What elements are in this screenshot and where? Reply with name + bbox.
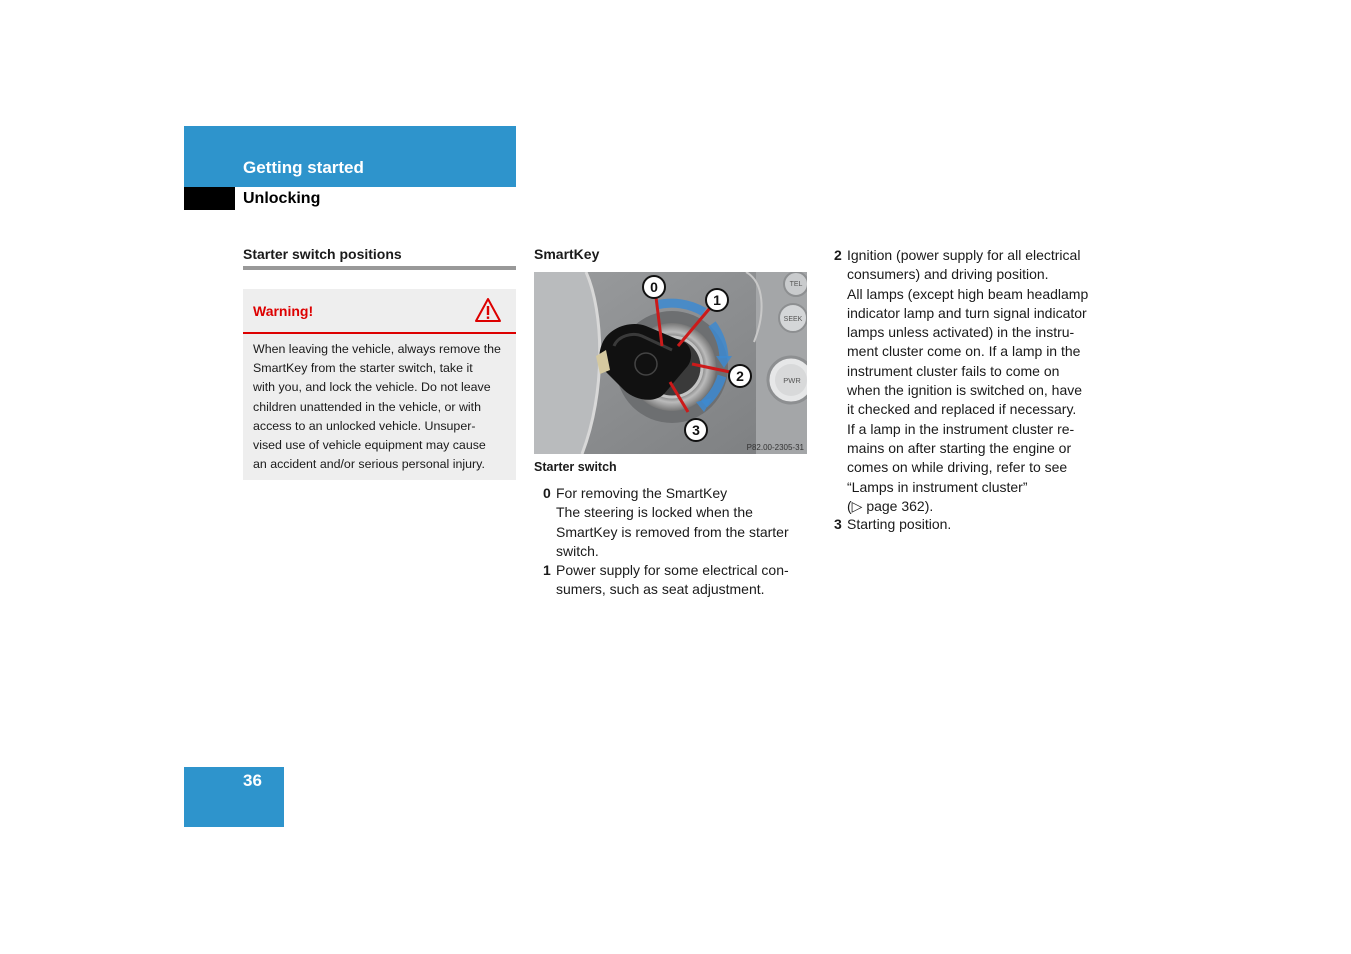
section-title: Getting started — [243, 158, 364, 177]
item-line: when the ignition is switched on, have — [847, 382, 1083, 399]
callout-0 — [643, 276, 665, 298]
starter-switch-figure — [534, 272, 807, 454]
subsection-title: Unlocking — [243, 190, 321, 207]
smartkey-heading: SmartKey — [534, 246, 600, 262]
warning-triangle-icon — [474, 297, 502, 323]
list-item-1 — [543, 561, 789, 600]
item-line: comes on while driving, refer to see — [847, 459, 1068, 476]
item-number: 1 — [543, 562, 551, 578]
item-number: 2 — [834, 247, 842, 263]
warning-rule — [243, 332, 516, 334]
item-line: Ignition (power supply for all electrical — [847, 247, 1081, 263]
callout-0-label: 0 — [650, 279, 658, 295]
item-line: All lamps (except high beam headlamp — [847, 285, 1089, 302]
item-line: lamps unless activated) in the instru- — [847, 324, 1075, 341]
item-line: SmartKey is removed from the starter — [556, 523, 789, 540]
item-line: ment cluster come on. If a lamp in the — [847, 343, 1081, 360]
item-line: If a lamp in the instrument cluster re- — [847, 420, 1075, 437]
pwr-button-label: PWR — [783, 376, 801, 385]
item-line: instrument cluster fails to come on — [847, 362, 1060, 379]
item-line: Starting position. — [847, 516, 952, 532]
item-line: switch. — [556, 542, 599, 559]
section-marker — [184, 187, 235, 210]
callout-2-label: 2 — [736, 368, 744, 384]
callout-1-label: 1 — [713, 292, 721, 308]
warning-line: When leaving the vehicle, always remove the — [253, 342, 501, 356]
item-line: Power supply for some electrical con- — [556, 562, 789, 578]
item-line: The steering is locked when the — [556, 504, 753, 521]
tel-button-label: TEL — [789, 281, 803, 288]
warning-line: vised use of vehicle equipment may cause — [253, 438, 486, 453]
item-line: For removing the SmartKey — [556, 485, 728, 501]
warning-line: with you, and lock the vehicle. Do not leave — [253, 380, 491, 395]
page-reference-link[interactable]: (▷ page 362). — [847, 497, 934, 514]
page-number: 36 — [243, 771, 262, 790]
callout-3-label: 3 — [692, 422, 700, 438]
warning-line: an accident and/or serious personal injury. — [253, 457, 485, 472]
callout-1 — [706, 289, 728, 311]
starter-switch-heading: Starter switch positions — [243, 246, 402, 262]
heading-rule — [243, 266, 516, 270]
list-item-0 — [543, 484, 789, 561]
item-line: indicator lamp and turn signal indicator — [847, 304, 1087, 321]
item-line: sumers, such as seat adjustment. — [556, 581, 765, 598]
list-item-3 — [834, 515, 951, 534]
item-line: mains on after starting the engine or — [847, 439, 1072, 456]
starter-switch-illustration — [534, 272, 807, 454]
warning-title: Warning! — [253, 303, 314, 319]
warning-text — [253, 340, 509, 474]
item-line: “Lamps in instrument cluster” — [847, 478, 1028, 495]
callout-2 — [729, 365, 751, 387]
warning-line: access to an unlocked vehicle. Unsuper- — [253, 418, 476, 433]
item-number: 0 — [543, 485, 551, 501]
item-line: consumers) and driving position. — [847, 266, 1049, 283]
figure-caption: Starter switch — [534, 460, 617, 474]
seek-button-label: SEEK — [783, 316, 803, 323]
item-line: it checked and replaced if necessary. — [847, 401, 1077, 418]
list-item-2 — [834, 246, 1088, 516]
figure-code: P82.00-2305-31 — [746, 443, 804, 452]
item-number: 3 — [834, 516, 842, 532]
page-tab — [184, 767, 284, 827]
callout-3 — [685, 419, 707, 441]
warning-line: SmartKey from the starter switch, take it — [253, 361, 473, 376]
warning-line: children unattended in the vehicle, or with — [253, 399, 481, 414]
